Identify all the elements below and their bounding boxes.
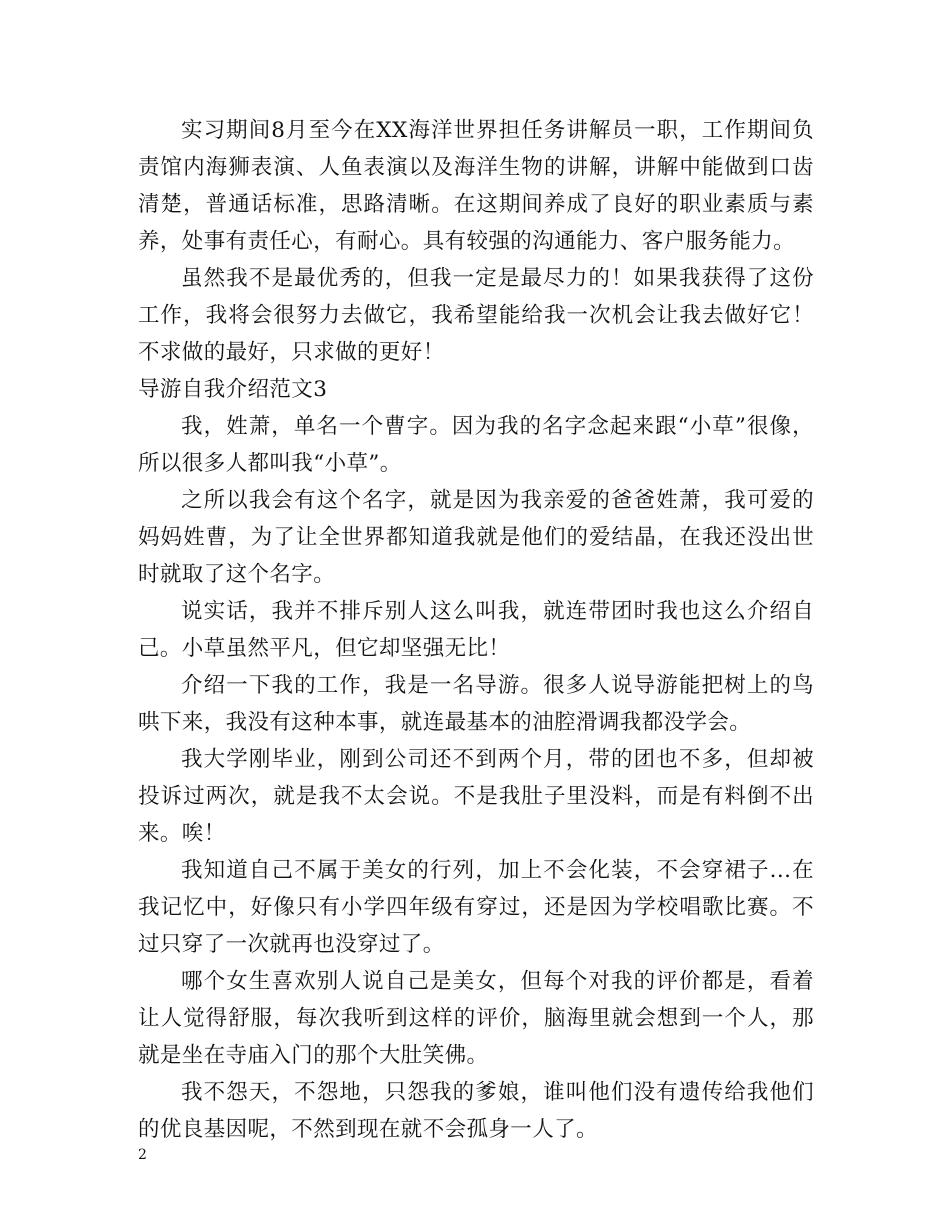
paragraph: 我不怨天，不怨地，只怨我的爹娘，谁叫他们没有遗传给我他们的优良基因呢，不然到现在就不会孤身一人了。	[138, 1080, 814, 1142]
paragraph: 我，姓萧，单名一个曹字。因为我的名字念起来跟“小草”很像，所以很多人都叫我“小草”。	[138, 414, 814, 476]
paragraph: 实习期间8月至今在XX海洋世界担任务讲解员一职，工作期间负责馆内海狮表演、人鱼表演以及海洋生物的讲解，讲解中能做到口齿清楚，普通话标准，思路清晰。在这期间养成了良好的职业素质与素养，处事有责任心，有耐心。具有较强的沟通能力、客户服务能力。	[138, 118, 814, 254]
paragraph: 之所以我会有这个名字，就是因为我亲爱的爸爸姓萧，我可爱的妈妈姓曹，为了让全世界都知道我就是他们的爱结晶，在我还没出世时就取了这个名字。	[138, 488, 814, 587]
paragraph: 虽然我不是最优秀的，但我一定是最尽力的！如果我获得了这份工作，我将会很努力去做它，我希望能给我一次机会让我去做好它！不求做的最好，只求做的更好！	[138, 266, 814, 365]
paragraph: 哪个女生喜欢别人说自己是美女，但每个对我的评价都是，看着让人觉得舒服，每次我听到这样的评价，脑海里就会想到一个人，那就是坐在寺庙入门的那个大肚笑佛。	[138, 969, 814, 1068]
paragraph: 我大学刚毕业，刚到公司还不到两个月，带的团也不多，但却被投诉过两次，就是我不太会说。不是我肚子里没料，而是有料倒不出来。唉！	[138, 747, 814, 846]
section-title: 导游自我介绍范文3	[138, 377, 328, 402]
document-body	[138, 112, 814, 1148]
page-number: 2	[138, 1147, 147, 1163]
paragraph: 介绍一下我的工作，我是一名导游。很多人说导游能把树上的鸟哄下来，我没有这种本事，就连最基本的油腔滑调我都没学会。	[138, 673, 814, 735]
paragraph: 我知道自己不属于美女的行列，加上不会化装，不会穿裙子...在我记忆中，好像只有小学四年级有穿过，还是因为学校唱歌比赛。不过只穿了一次就再也没穿过了。	[138, 858, 814, 957]
paragraph: 说实话，我并不排斥别人这么叫我，就连带团时我也这么介绍自己。小草虽然平凡，但它却坚强无比！	[138, 599, 814, 661]
